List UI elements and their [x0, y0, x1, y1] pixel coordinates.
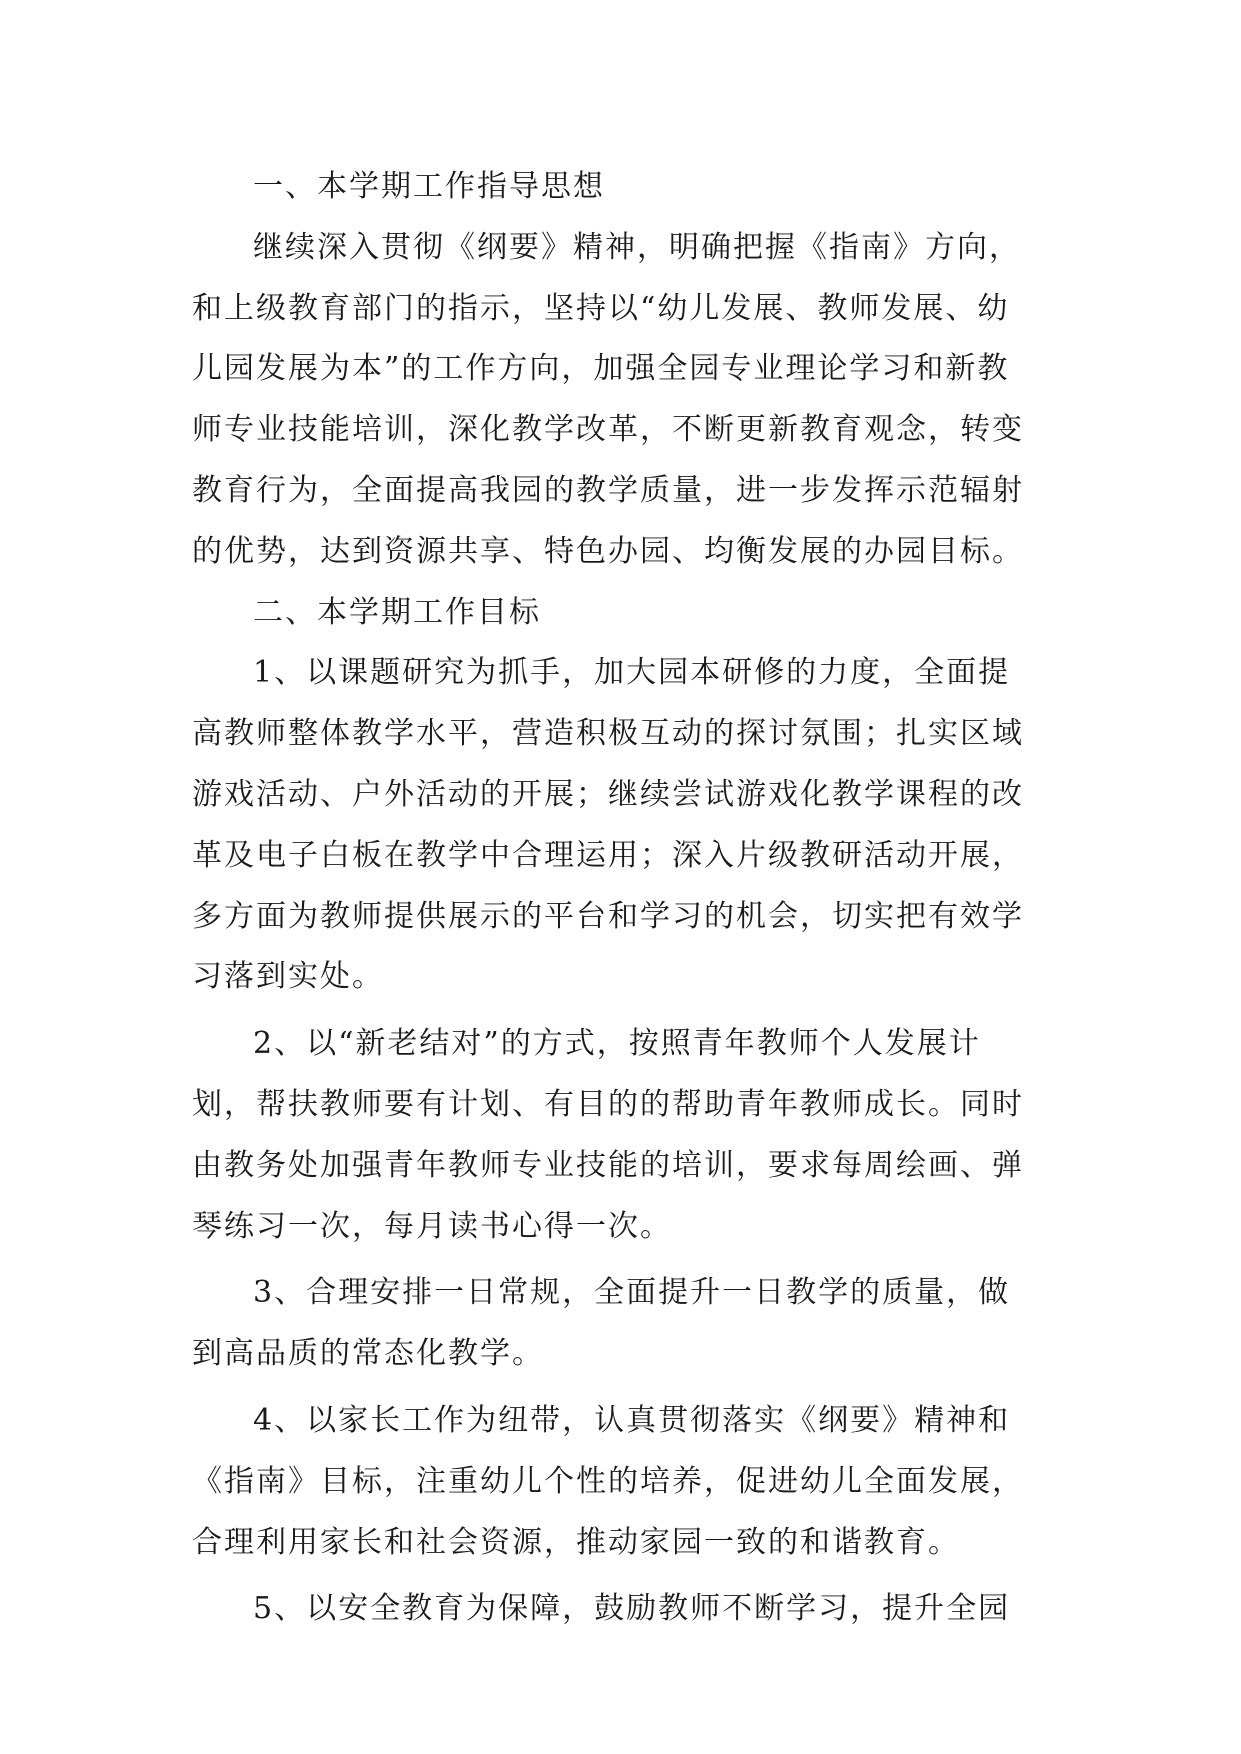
paragraph-line: 高教师整体教学水平，营造积极互动的探讨氛围；扎实区域: [192, 716, 1024, 752]
paragraph-line: 合理利用家长和社会资源，推动家园一致的和谐教育。: [192, 1524, 960, 1560]
paragraph-line: 5、以安全教育为保障，鼓励教师不断学习，提升全园: [253, 1591, 1011, 1627]
paragraph-line: 琴练习一次，每月读书心得一次。: [192, 1208, 672, 1244]
paragraph-line: 由教务处加强青年教师专业技能的培训，要求每周绘画、弹: [192, 1147, 1024, 1183]
paragraph-line: 儿园发展为本”的工作方向，加强全园专业理论学习和新教: [192, 351, 1010, 387]
paragraph-line: 师专业技能培训，深化教学改革，不断更新教育观念，转变: [192, 412, 1024, 448]
paragraph-line: 1、以课题研究为抓手，加大园本研修的力度，全面提: [253, 655, 1011, 691]
paragraph-line: 到高品质的常态化教学。: [192, 1336, 544, 1372]
paragraph-line: 2、以“新老结对”的方式，按照青年教师个人发展计: [253, 1026, 981, 1062]
document-body: [192, 157, 1072, 1640]
paragraph-line: 革及电子白板在教学中合理运用；深入片级教研活动开展，: [192, 837, 1024, 873]
section-heading-2: 二、本学期工作目标: [253, 594, 541, 630]
paragraph-line: 4、以家长工作为纽带，认真贯彻落实《纲要》精神和: [253, 1402, 1011, 1438]
paragraph-line: 的优势，达到资源共享、特色办园、均衡发展的办园目标。: [192, 533, 1024, 569]
paragraph-line: 习落到实处。: [192, 959, 384, 995]
paragraph-line: 多方面为教师提供展示的平台和学习的机会，切实把有效学: [192, 898, 1024, 934]
section-heading-1: 一、本学期工作指导思想: [253, 169, 605, 204]
paragraph-line: 3、合理安排一日常规，全面提升一日教学的质量，做: [253, 1275, 1011, 1311]
paragraph-line: 和上级教育部门的指示，坚持以“幼儿发展、教师发展、幼: [192, 290, 1010, 326]
paragraph-line: 划，帮扶教师要有计划、有目的的帮助青年教师成长。同时: [192, 1086, 1024, 1122]
paragraph-line: 继续深入贯彻《纲要》精神，明确把握《指南》方向，: [253, 229, 1021, 265]
paragraph-line: 游戏活动、户外活动的开展；继续尝试游戏化教学课程的改: [192, 776, 1024, 812]
paragraph-line: 《指南》目标，注重幼儿个性的培养，促进幼儿全面发展，: [192, 1463, 1024, 1499]
paragraph-line: 教育行为，全面提高我园的教学质量，进一步发挥示范辐射: [192, 472, 1024, 508]
